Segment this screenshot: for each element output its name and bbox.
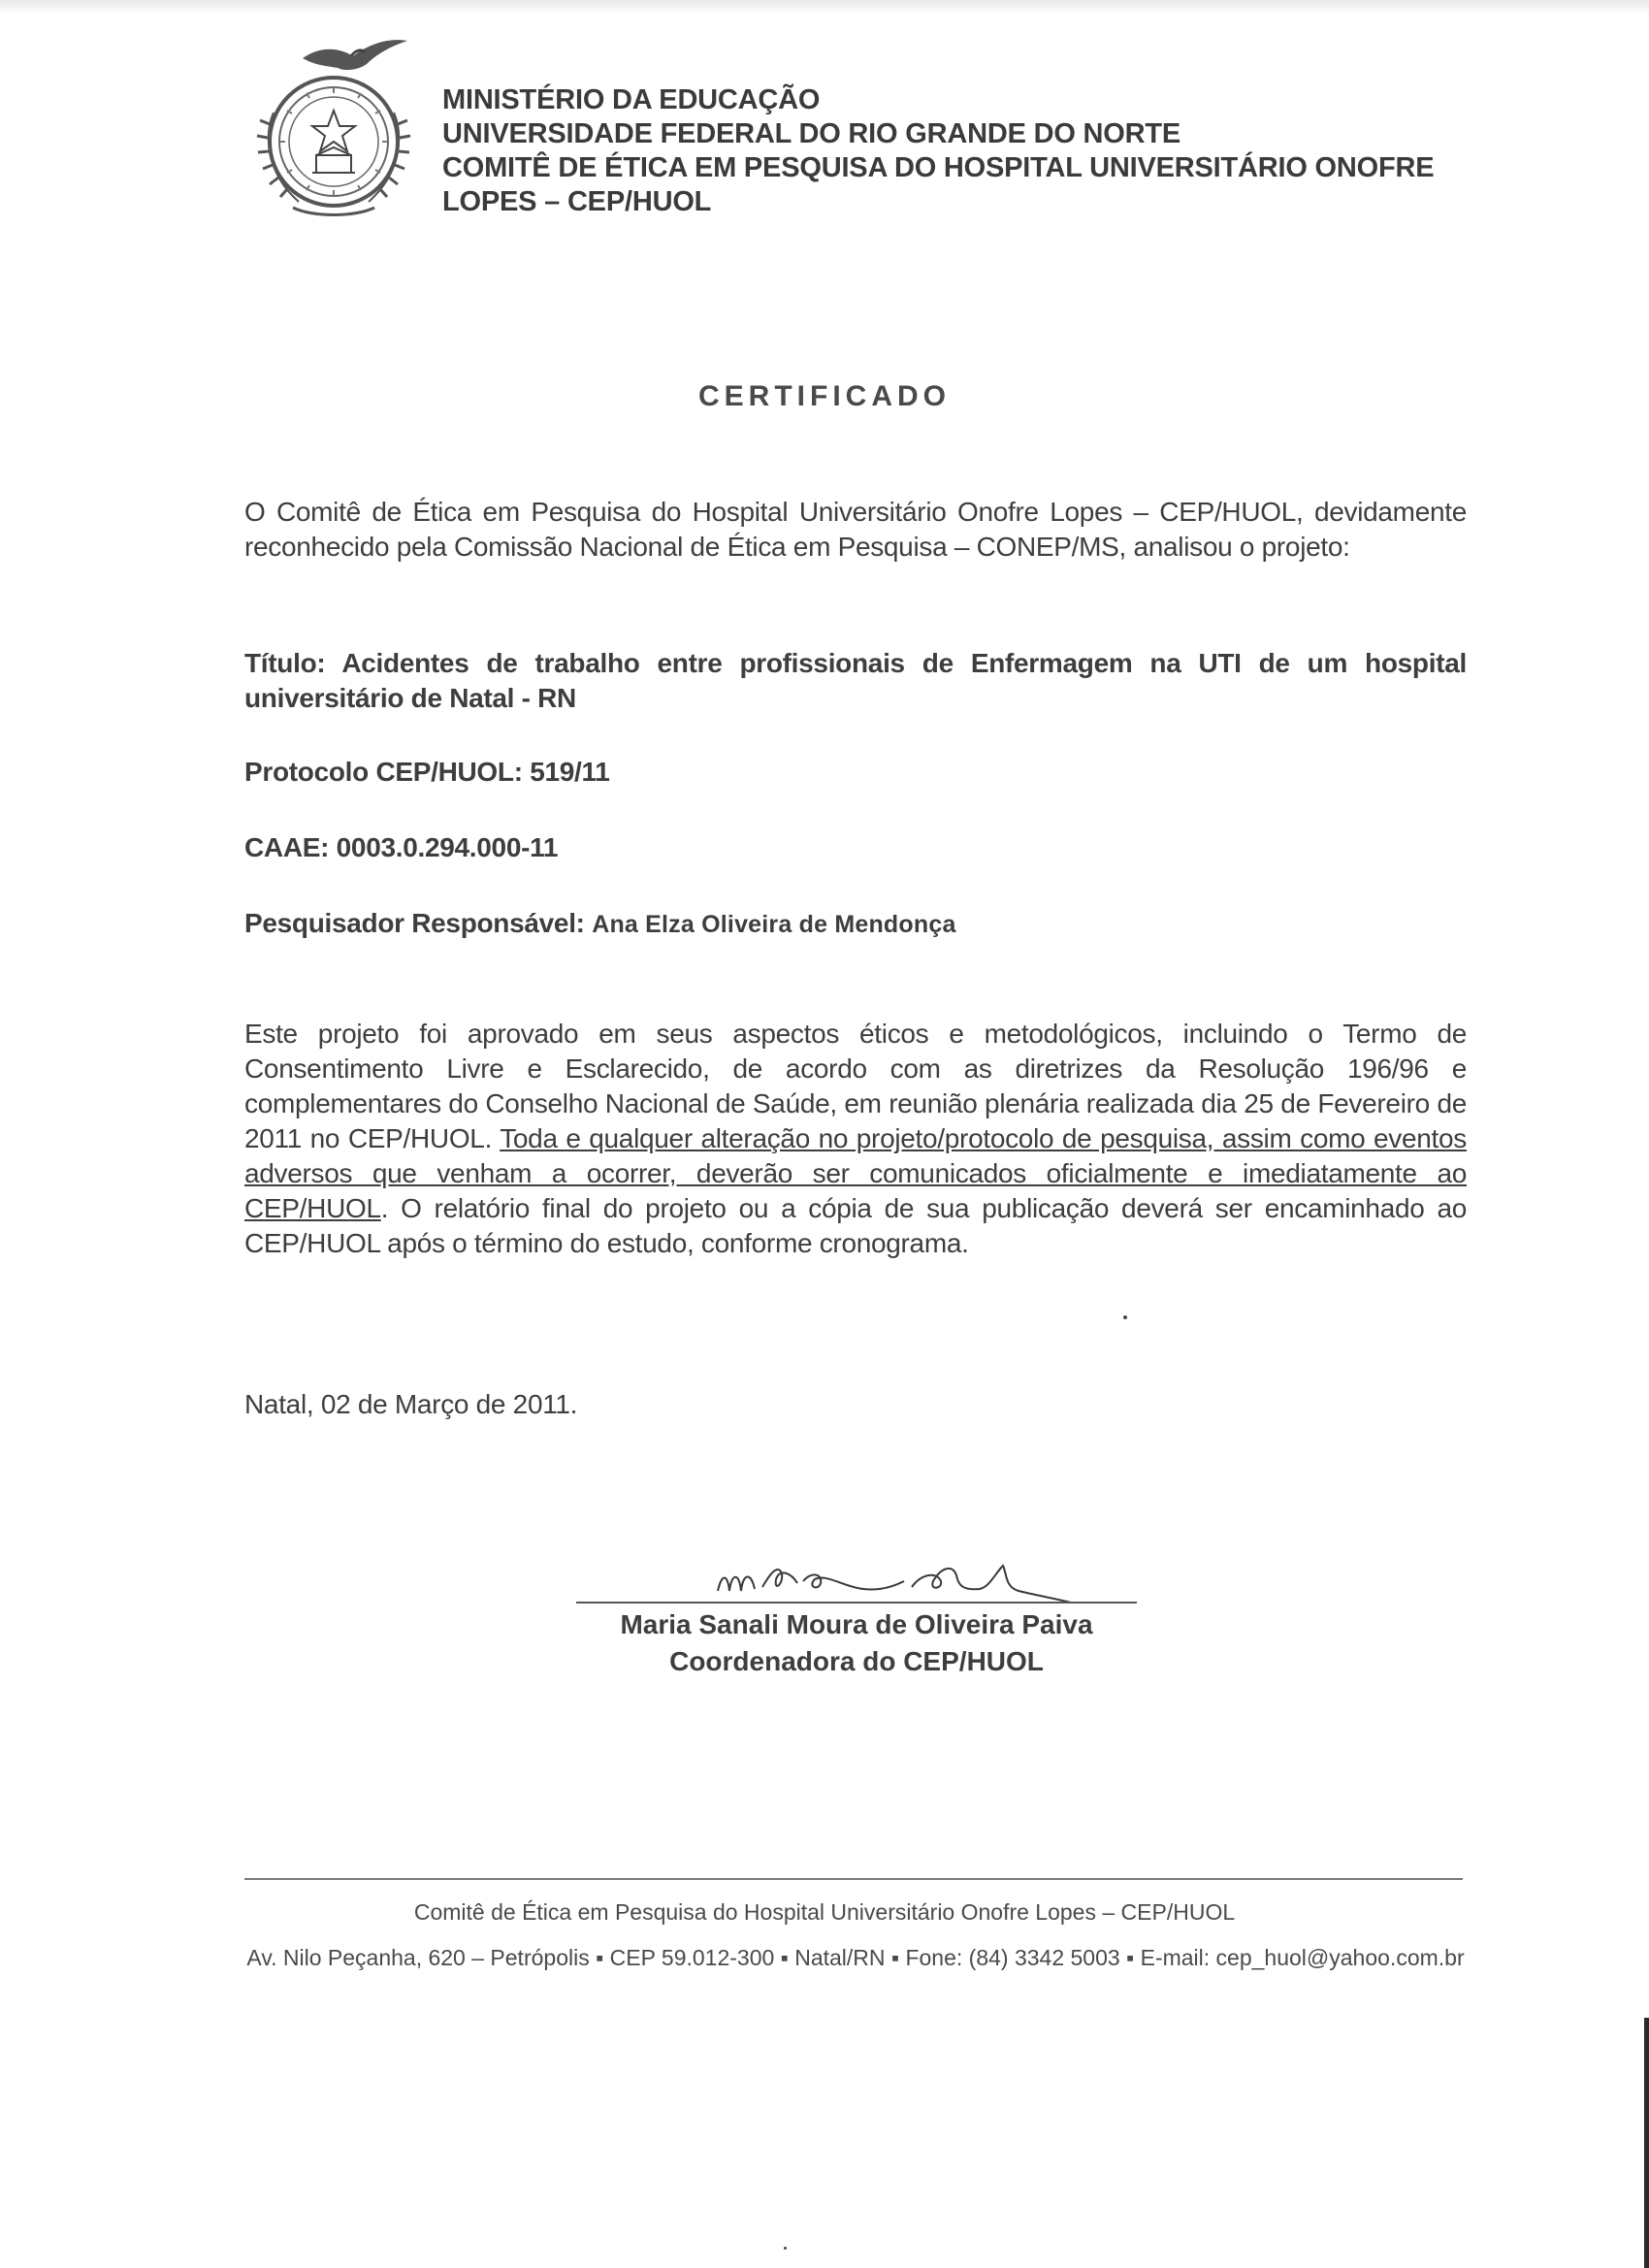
footer-committee-name: Comitê de Ética em Pesquisa do Hospital Universitário Onofre Lopes – CEP/HUOL — [413, 1899, 1236, 1925]
caae-value: 0003.0.294.000-11 — [336, 832, 559, 862]
footer-address: Av. Nilo Peçanha, 620 – Petrópolis ▪ CEP 59.012-300 ▪ Natal/RN ▪ Fone: (84) 3342 5003 ▪ E-mail: cep_huol@yahoo.com.br — [246, 1945, 1465, 1970]
date-line: Natal, 02 de Março de 2011. — [244, 1389, 578, 1419]
project-title — [244, 646, 1467, 716]
approval-paragraph — [244, 1017, 1467, 1261]
signer-name: Maria Sanali Moura de Oliveira Paiva — [620, 1609, 1093, 1639]
researcher — [244, 906, 1467, 942]
signer-role: Coordenadora do CEP/HUOL — [669, 1646, 1044, 1676]
header-committee: COMITÊ DE ÉTICA EM PESQUISA DO HOSPITAL UNIVERSITÁRIO ONOFRE — [442, 152, 1435, 183]
signature-line — [576, 1602, 1137, 1604]
footer-divider — [244, 1878, 1463, 1880]
scan-edge-top — [0, 0, 1649, 14]
project-title-value: Acidentes de trabalho entre profissionais de Enfermagem na UTI de um hospital universitário de Natal - RN — [244, 648, 1467, 713]
signer-block — [576, 1606, 1137, 1680]
header-ministry: MINISTÉRIO DA EDUCAÇÃO — [442, 84, 821, 115]
approval-text-1: Este projeto foi aprovado em seus aspectos éticos e metodológicos, incluindo o Termo de Consentimento Livre e Esclarecido, de acordo com as diretrizes da Resolução 196/96 e complementares do Conselho Nacional de Saúde, em reunião plenária realizada dia 25 de Fevereiro de 2011 no CEP/HUOL. — [244, 1019, 1467, 1153]
institution-header — [442, 83, 1435, 219]
researcher-value: Ana Elza Oliveira de Mendonça — [592, 911, 956, 938]
protocol — [244, 755, 1467, 790]
university-seal-icon — [244, 27, 435, 227]
approval-text-2: . O relatório final do projeto ou a cópia de sua publicação deverá ser encaminhado ao CEP/HUOL após o término do estudo, conforme cronograma. — [244, 1193, 1467, 1258]
project-title-label: Título: — [244, 648, 326, 678]
caae — [244, 830, 1467, 865]
approval-underlined: Toda e qualquer alteração no projeto/protocolo de pesquisa, assim como eventos adversos que venham a ocorrer, deverão ser comunicados oficialmente e imediatamente ao CEP/HUOL — [244, 1123, 1467, 1223]
caae-label: CAAE: — [244, 832, 330, 862]
intro-paragraph: O Comitê de Ética em Pesquisa do Hospital Universitário Onofre Lopes – CEP/HUOL, devidamente reconhecido pela Comissão Nacional de Ética em Pesquisa – CONEP/MS, analisou o projeto: — [244, 497, 1467, 562]
scan-speck — [1123, 1315, 1127, 1319]
researcher-label: Pesquisador Responsável: — [244, 908, 585, 938]
header-committee-cont: LOPES – CEP/HUOL — [442, 186, 712, 217]
scan-speck — [784, 2247, 787, 2250]
certificate-title: CERTIFICADO — [698, 380, 951, 412]
protocol-value: 519/11 — [530, 757, 610, 787]
protocol-label: Protocolo CEP/HUOL: — [244, 757, 523, 787]
header-university: UNIVERSIDADE FEDERAL DO RIO GRANDE DO NORTE — [442, 118, 1181, 149]
scan-edge-right — [1644, 2018, 1649, 2268]
